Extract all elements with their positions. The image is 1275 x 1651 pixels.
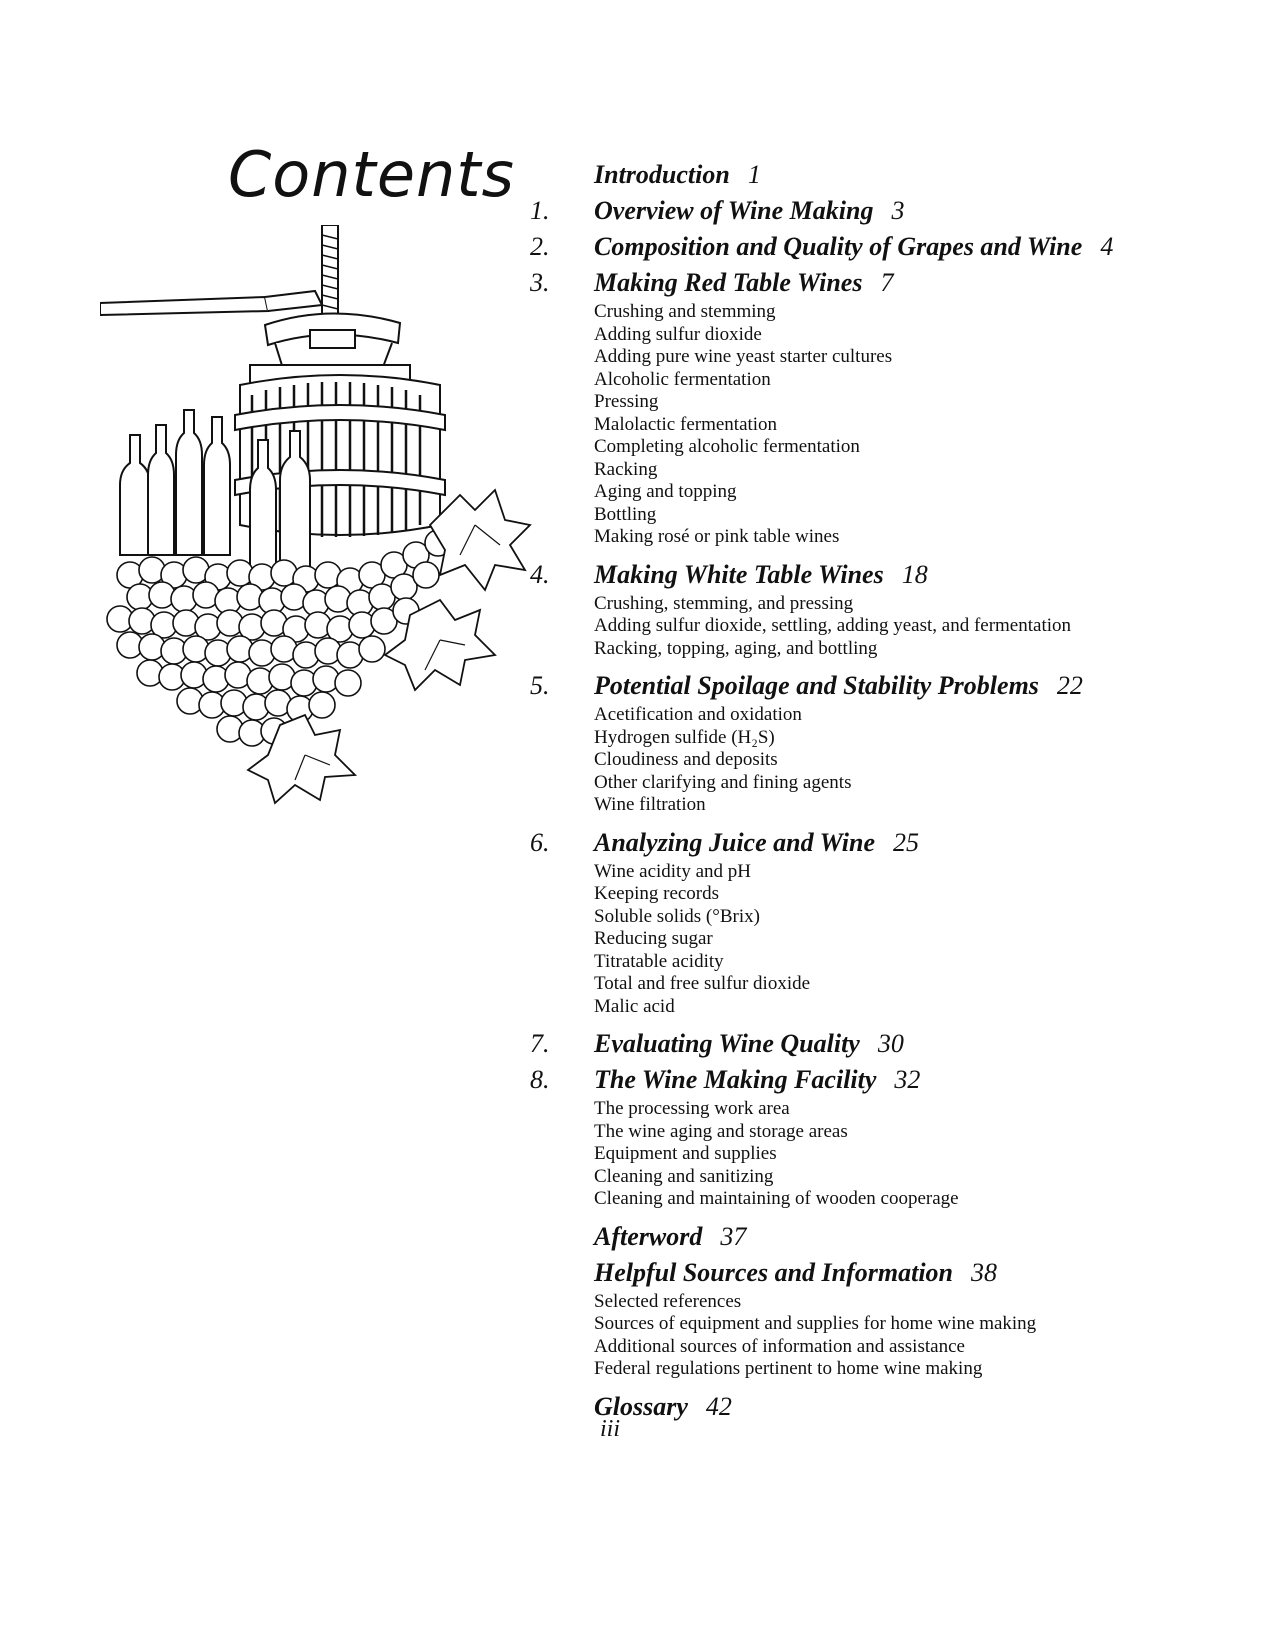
entry-title: Making Red Table Wines <box>594 268 863 297</box>
toc-entry-helpful-sources[interactable] <box>530 1255 1250 1383</box>
toc-entry-chapter-3[interactable] <box>530 265 1250 551</box>
entry-page: 37 <box>720 1221 747 1251</box>
subsection-item: Selected references <box>594 1290 742 1312</box>
toc-entry-afterword[interactable] <box>530 1219 1250 1255</box>
entry-page: 7 <box>880 268 894 297</box>
toc-entry-chapter-6[interactable] <box>530 825 1250 1021</box>
subsection-item: Alcoholic fermentation <box>594 368 771 390</box>
subsection-item: Acetification and oxidation <box>594 704 802 725</box>
entry-number: 7. <box>530 1029 550 1058</box>
subsection-item: Cleaning and sanitizing <box>594 1165 774 1187</box>
subsection-item: Adding pure wine yeast starter cultures <box>594 346 893 367</box>
entry-page: 42 <box>705 1391 732 1421</box>
subsection-item: Titratable acidity <box>594 950 724 972</box>
entry-title: Glossary <box>594 1391 688 1421</box>
subsection-item: Completing alcoholic fermentation <box>594 436 860 457</box>
table-of-contents <box>530 157 1250 1425</box>
subsection-item: Soluble solids (°Brix) <box>594 905 760 927</box>
entry-page: 18 <box>901 559 928 589</box>
subsection-item: Wine filtration <box>594 794 706 815</box>
entry-title: Analyzing Juice and Wine <box>594 827 875 857</box>
subsection-item: Sources of equipment and supplies for home wine making <box>594 1313 1037 1334</box>
toc-entry-chapter-8[interactable] <box>530 1062 1250 1213</box>
subsection-item: The wine aging and storage areas <box>594 1120 848 1142</box>
entry-page: 30 <box>877 1029 904 1058</box>
subsection-list <box>594 704 1250 819</box>
entry-page: 38 <box>971 1257 998 1287</box>
subsection-list <box>594 301 1250 551</box>
subsection-item: Crushing and stemming <box>594 301 776 322</box>
entry-title: Helpful Sources and Information <box>594 1257 954 1287</box>
subsection-item: Crushing, stemming, and pressing <box>594 592 854 614</box>
entry-title: Evaluating Wine Quality <box>594 1029 860 1058</box>
entry-page: 32 <box>894 1065 921 1094</box>
subsection-item: Making rosé or pink table wines <box>594 526 840 547</box>
subsection-item: Malic acid <box>594 995 675 1017</box>
entry-number: 3. <box>530 268 550 297</box>
subsection-item: Pressing <box>594 391 659 412</box>
subsection-item: Keeping records <box>594 883 720 904</box>
subsection-list <box>594 593 1250 663</box>
subsection-item: Equipment and supplies <box>594 1143 777 1164</box>
entry-page: 22 <box>1056 671 1083 700</box>
subsection-item: Wine acidity and pH <box>594 860 751 882</box>
entry-title: Potential Spoilage and Stability Problems <box>594 671 1039 700</box>
toc-entry-chapter-7[interactable] <box>530 1026 1250 1062</box>
entry-title: Introduction <box>594 160 730 189</box>
subsection-item: Additional sources of information and assistance <box>594 1335 965 1357</box>
entry-number: 6. <box>530 827 550 857</box>
subsection-item: Adding sulfur dioxide <box>594 323 762 345</box>
subsection-list <box>594 861 1250 1021</box>
entry-title: Afterword <box>594 1221 703 1251</box>
toc-entry-glossary[interactable] <box>530 1389 1250 1425</box>
entry-title: Overview of Wine Making <box>594 196 874 225</box>
toc-entry-chapter-4[interactable] <box>530 557 1250 663</box>
subsection-list <box>594 1291 1250 1383</box>
wine-press-illustration <box>100 225 560 805</box>
subsection-item: Cleaning and maintaining of wooden cooperage <box>594 1188 959 1209</box>
subsection-list <box>594 1098 1250 1213</box>
entry-page: 3 <box>891 196 905 225</box>
toc-entry-chapter-1[interactable] <box>530 193 1250 229</box>
entry-number: 5. <box>530 671 550 700</box>
subsection-item: Malolactic fermentation <box>594 413 778 435</box>
subsection-item: Other clarifying and fining agents <box>594 771 852 793</box>
subsection-item: Cloudiness and deposits <box>594 749 778 770</box>
subsection-item: Adding sulfur dioxide, settling, adding yeast, and fermentation <box>594 615 1072 636</box>
toc-entry-introduction[interactable] <box>530 157 1250 193</box>
entry-page: 1 <box>747 160 761 189</box>
subsection-item: Bottling <box>594 503 657 525</box>
toc-entry-chapter-5[interactable] <box>530 668 1250 819</box>
subsection-item: Hydrogen sulfide (H₂S) <box>594 726 775 748</box>
subsection-item: Racking <box>594 458 658 480</box>
entry-title: Composition and Quality of Grapes and Wine <box>594 232 1083 261</box>
page-number: iii <box>600 1416 621 1442</box>
page-title: Contents <box>228 138 515 211</box>
entry-number: 4. <box>530 559 550 589</box>
entry-number: 2. <box>530 232 550 261</box>
subsection-item: Total and free sulfur dioxide <box>594 973 811 994</box>
entry-title: The Wine Making Facility <box>594 1065 877 1094</box>
entry-number: 8. <box>530 1065 550 1094</box>
entry-title: Making White Table Wines <box>594 559 884 589</box>
toc-entry-chapter-2[interactable] <box>530 229 1250 265</box>
subsection-item: Aging and topping <box>594 481 737 502</box>
entry-number: 1. <box>530 196 550 225</box>
subsection-item: Reducing sugar <box>594 928 713 949</box>
entry-page: 25 <box>893 827 919 857</box>
entry-page: 4 <box>1100 232 1114 261</box>
subsection-item: The processing work area <box>594 1098 790 1119</box>
subsection-item: Racking, topping, aging, and bottling <box>594 637 878 659</box>
subsection-item: Federal regulations pertinent to home wine making <box>594 1358 983 1379</box>
